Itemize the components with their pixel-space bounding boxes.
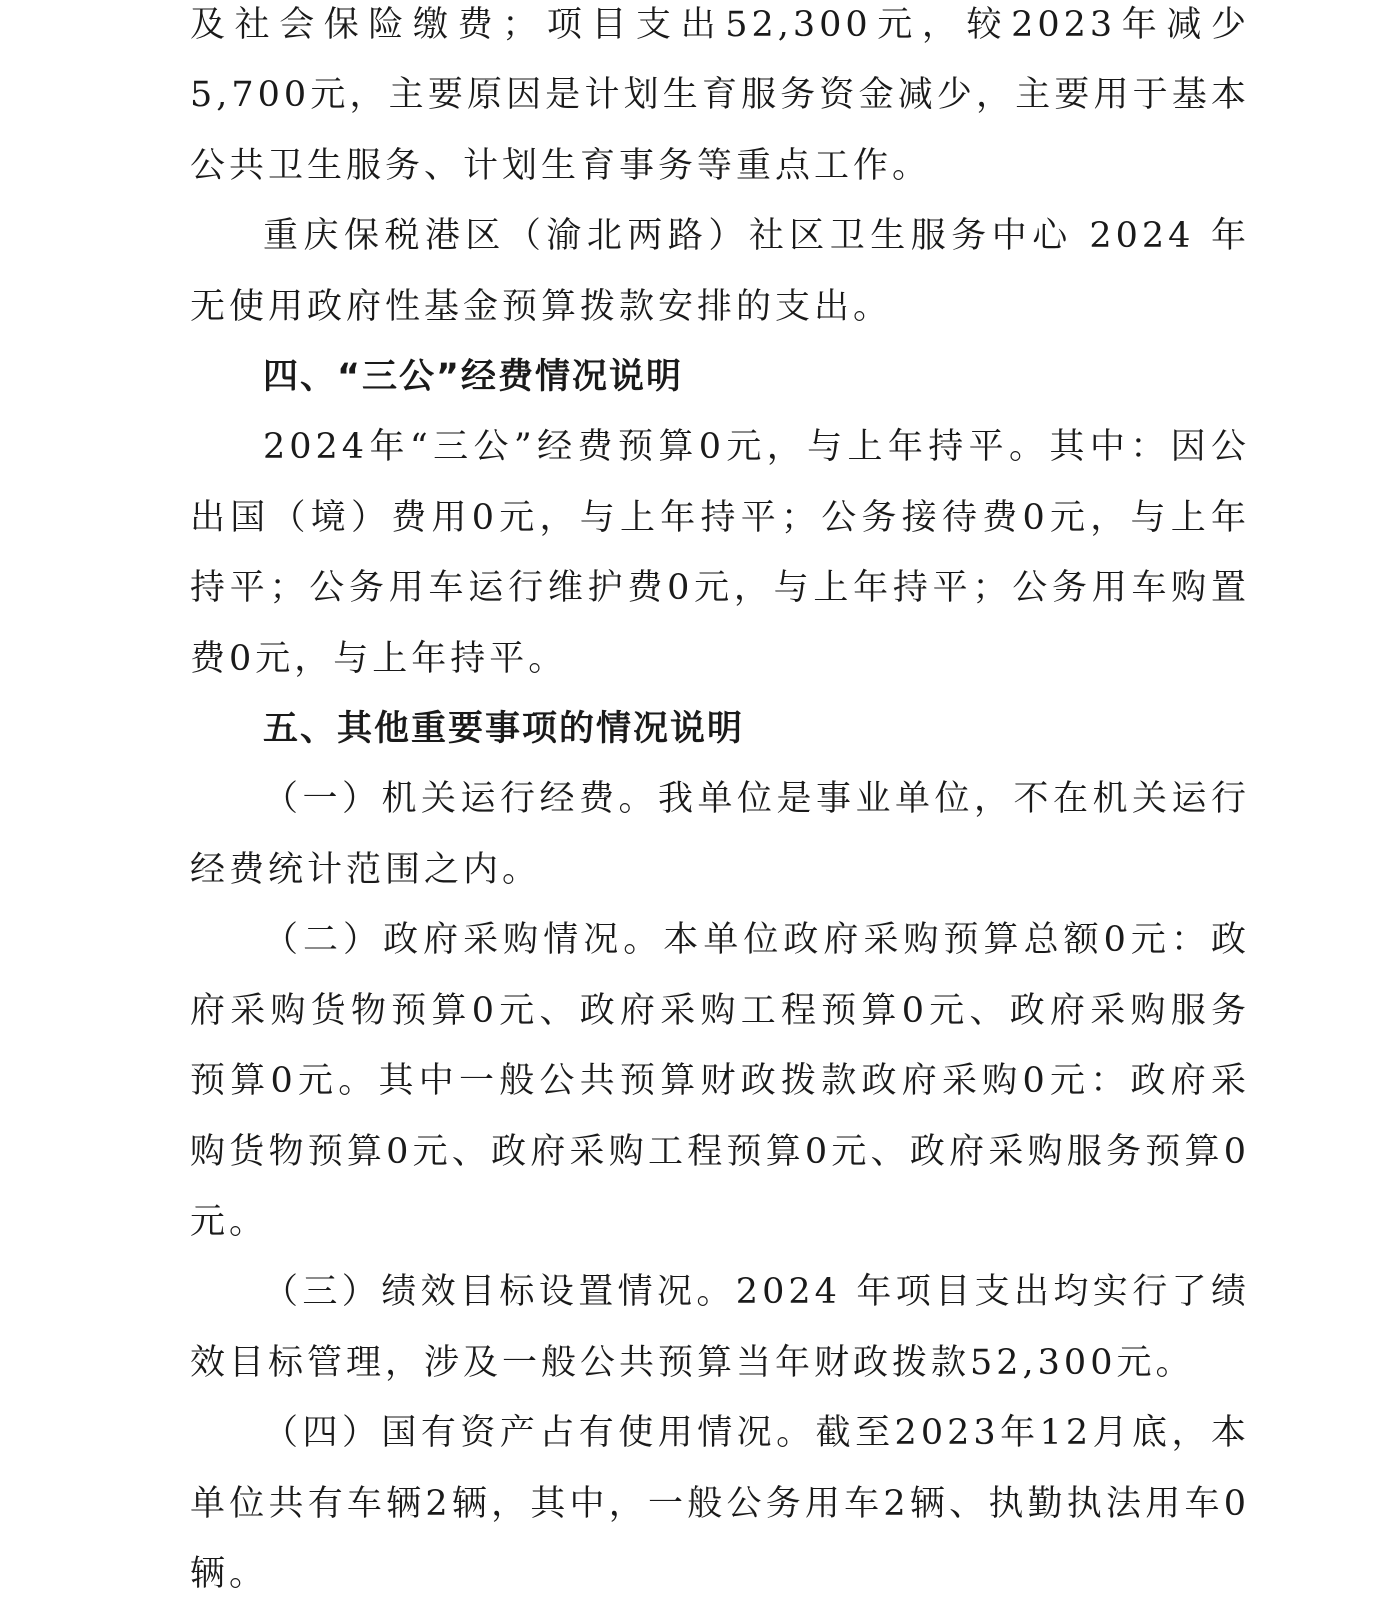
- paragraph-state-assets: （四）国有资产占有使用情况。截至2023年12月底，本单位共有车辆2辆，其中，一般公务用车2辆、执勤执法用车0辆。: [190, 1413, 1250, 1594]
- paragraph-performance-targets: （三）绩效目标设置情况。2024 年项目支出均实行了绩效目标管理，涉及一般公共预算当年财政拨款52,300元。: [190, 1272, 1250, 1383]
- paragraph-three-public-budget: 2024年“三公”经费预算0元，与上年持平。其中：因公出国（境）费用0元，与上年持平；公务接待费0元，与上年持平；公务用车运行维护费0元，与上年持平；公务用车购置费0元，与上年持平。: [190, 427, 1250, 679]
- paragraph-operating-expenses: （一）机关运行经费。我单位是事业单位，不在机关运行经费统计范围之内。: [190, 779, 1250, 890]
- document-page: [190, 0, 1250, 1609]
- paragraph-government-procurement: （二）政府采购情况。本单位政府采购预算总额0元：政府采购货物预算0元、政府采购工程预算0元、政府采购服务预算0元。其中一般公共预算财政拨款政府采购0元：政府采购货物预算0元、政府采购工程预算0元、政府采购服务预算0元。: [190, 920, 1250, 1242]
- paragraph-government-fund: 重庆保税港区（渝北两路）社区卫生服务中心 2024 年无使用政府性基金预算拨款安排的支出。: [190, 216, 1250, 327]
- paragraph-expenditure-continued: 及社会保险缴费；项目支出52,300元，较2023年减少5,700元，主要原因是计划生育服务资金减少，主要用于基本公共卫生服务、计划生育事务等重点工作。: [190, 5, 1250, 186]
- section-heading-other-matters: 五、其他重要事项的情况说明: [263, 709, 745, 750]
- section-heading-three-public: 四、“三公”经费情况说明: [263, 357, 684, 398]
